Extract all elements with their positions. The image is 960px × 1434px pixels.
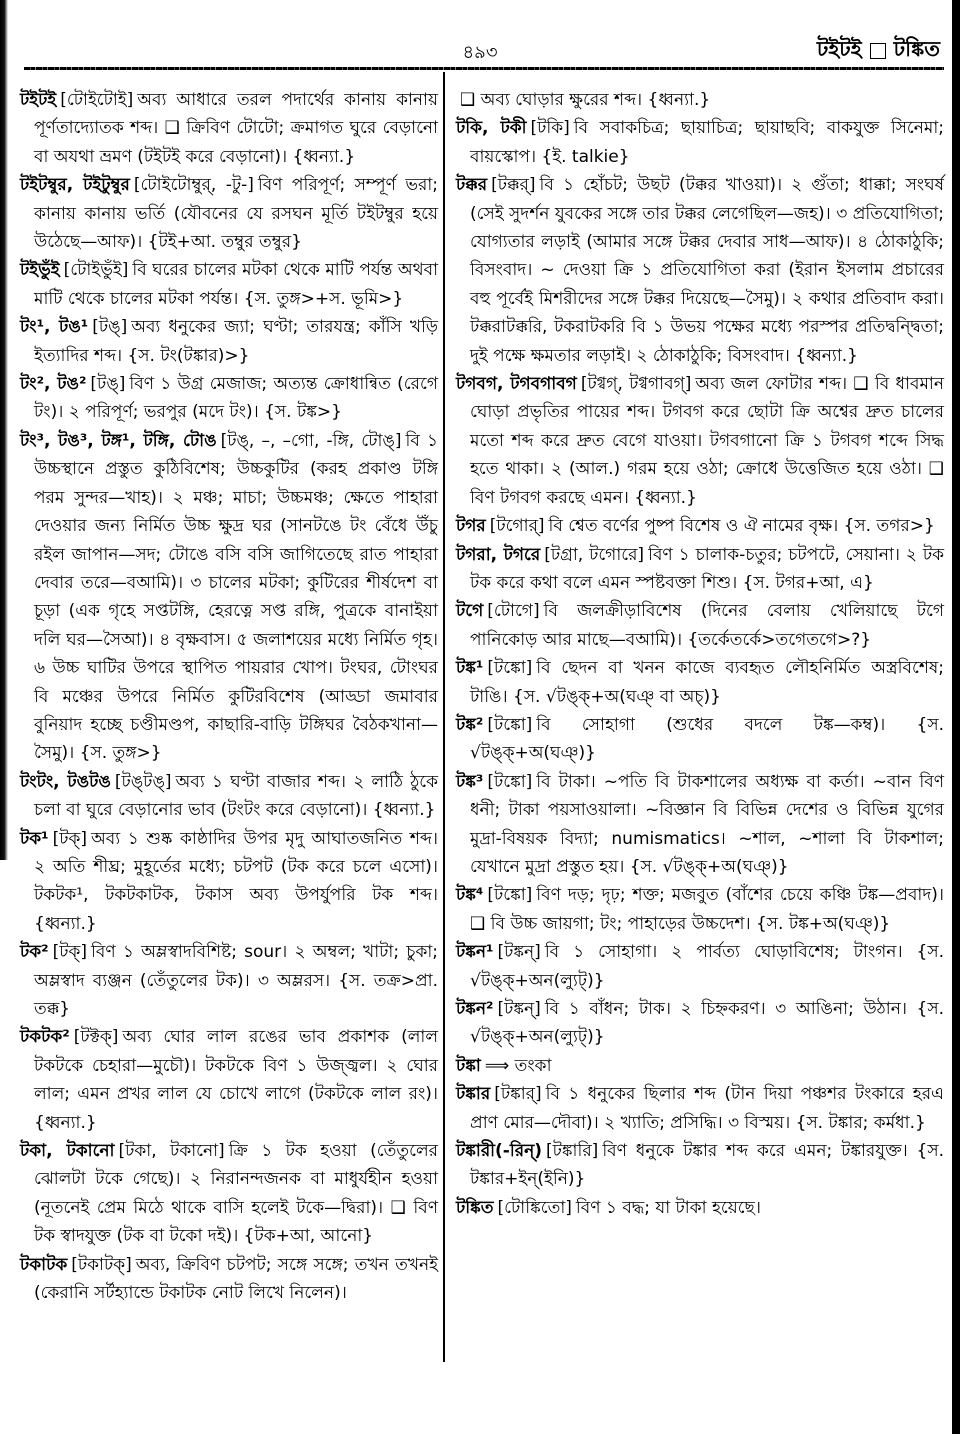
entry-pronunciation: [টকি] — [530, 118, 570, 139]
entry-headword: টইটই — [20, 90, 57, 110]
entry-headword: টংটং, টঙটঙ — [20, 771, 111, 792]
dictionary-entry — [20, 171, 438, 256]
dictionary-entry — [456, 995, 944, 1052]
entry-headword: টগর — [456, 516, 486, 537]
entry-definition: বি ছেদন বা খনন কাজে ব্যবহৃত লৌহনির্মিত অস্ত্রবিশেষ; টাঙি। {স. √টঙ্ক্+অ(ঘঞ্ বা অচ্)} — [470, 658, 944, 707]
entry-pronunciation: [টক্] — [52, 828, 88, 849]
entry-pronunciation: [টোঙ্কিতো] — [497, 1197, 572, 1218]
dictionary-entry — [20, 256, 438, 313]
entry-headword: টকাটক — [20, 1254, 68, 1275]
left-column — [20, 86, 438, 1307]
entry-pronunciation: [টঙ্কন্] — [497, 942, 541, 963]
dictionary-entry — [20, 1137, 438, 1251]
entry-headword: টকটক² — [20, 1027, 70, 1048]
column-divider — [443, 72, 445, 1362]
entry-pronunciation: [টগ্রা, টগোরে] — [544, 544, 645, 565]
scan-border-right — [952, 0, 960, 1434]
entry-pronunciation: [টঙ্কো] — [487, 885, 533, 906]
entry-headword: টগবগ, টগবগাবগ — [456, 374, 577, 395]
entry-definition: বি সোহাগা (শুধের বদলে টঙ্ক—কম্ব)। {স. √টঙ্ক্+অ(ঘঞ্)} — [470, 714, 944, 764]
entry-pronunciation: [টোইটোম্বুর্, -টু-] — [133, 175, 254, 196]
entry-pronunciation: [টগ্বগ্, টগ্বগাবগ্] — [580, 374, 692, 395]
entry-pronunciation: [টঙ্কন্] — [497, 999, 541, 1019]
entry-pronunciation: [টোইভুঁই] — [63, 260, 129, 281]
entry-definition: ❑ অব্য ঘোড়ার ক্ষুরের শব্দ। {ধ্বন্যা.} — [460, 90, 711, 110]
entry-definition: বিণ ১ অম্লস্বাদবিশিষ্ট; sour। ২ অম্বল; খাটা; চুকা; অম্লস্বাদ ব্যঞ্জন (তেঁতুলের টক)। ৩ অম্লরস। {স. তক্র>প্রা. তক্ক} — [34, 942, 438, 1019]
entry-definition: বি ১ উচ্চস্থানে প্রস্তুত কুঠিবিশেষ; উচ্চকুটির (করহ প্রকাণ্ড টঙ্গি পরম সুন্দর—খাহ)। ২ মঞ্চ; মাচা; উচ্চমঞ্চ; ক্ষেতে পাহারা দেওয়ার জন্য নির্মিত উচ্চ ক্ষুদ্র ঘর (সানটঙে টং বেঁধে উঁচু রইল জাপান—সদ; টোঙে বসি বসি জাগিতেছে রাত পাহারা দেবার তরে—বআমি)। ৩ চালের মটকা; কুটিরের শীর্ষদেশ বা চূড়া (এক গৃহে সপ্তটঙ্গি, হেরত্নে সপ্ত রঙ্গি, পুত্রকে বানাইয়া দলি ঘর—সৈআ)। ৪ বৃক্ষবাস। ৫ জলাশয়ের মধ্যে নির্মিত গৃহ। ৬ উচ্চ ঘাটির উপরে স্থাপিত পায়রার খোপ। টংঘর, টোংঘর বি মঞ্চের উপরে নির্মিত কুটিরবিশেষ (আড্ডা জমাবার বুনিয়াদ হচ্ছে চণ্ডীমণ্ডপ, কাছারি-বাড়ি টঙ্গিঘর বৈঠকখানা—সৈমু)। {স. তুঙ্গ>} — [34, 430, 438, 764]
entry-pronunciation: [টক্টক্] — [73, 1027, 119, 1048]
entry-definition: বিণ ১ বদ্ধ; যা টাকা হয়েছে। — [575, 1197, 761, 1218]
entry-pronunciation: [টঙ্টঙ্] — [114, 771, 172, 792]
dictionary-entry — [456, 881, 944, 938]
entry-definition: বিণ দড়; দৃঢ়; শক্ত; মজবুত (বাঁশের চেয়ে কঞ্চি টঙ্ক—প্রবাদ)। ❑ বি উচ্চ জায়গা; টং; পাহাড়ের উচ্চদেশ। {স. টঙ্ক+অ(ঘঞ্)} — [470, 885, 944, 934]
entry-headword: টঙ্ক¹ — [456, 658, 484, 679]
entry-definition: বি ১ হোঁচট; উছট (টক্কর খাওয়া)। ২ গুঁতা; ধাক্কা; সংঘর্ষ (সেই সুদর্শন যুবকের সঙ্গে তার টক্কর লেগেছিল—জহ)। ৩ প্রতিযোগিতা; যোগ্যতার লড়াই (আমার সঙ্গে টক্কর দেবার সাধ—আফ)। ৪ ঠোকাঠুকি; বিসংবাদ। ~ দেওয়া ক্রি ১ প্রতিযোগিতা করা (ইরান ইসলাম প্রচারের বহু পূর্বেই মিশরীদের সঙ্গে টক্কর দিয়েছে—সৈমু)। ২ কথার প্রতিবাদ করা। টক্করাটক্করি, টকরাটকরি বি ১ উভয় পক্ষের মধ্যে পরস্পর প্রতিদ্বন্দ্বিতা; দুই পক্ষে ক্ষমতার লড়াই। ২ ঠোকাঠুকি; বিসংবাদ। {ধ্বন্যা.} — [470, 175, 944, 366]
entry-headword: টগরা, টগরে — [456, 544, 541, 565]
dictionary-entry — [456, 654, 944, 711]
entry-pronunciation: [টঙ্কো] — [487, 714, 533, 735]
entry-definition: অব্য, ক্রিবিণ চটপট; সঙ্গে সঙ্গে; তখন তখনই (কেরানি সর্টহ্যান্ডে টকাটক নোট লিখে নিলেন)। — [34, 1254, 438, 1304]
entry-definition: বি ১ বাঁধন; টাক। ২ চিহ্নকরণ। ৩ আঙিনা; উঠান। {স. √টঙ্ক্+অন(ল্যুট্)} — [470, 999, 944, 1048]
box-icon — [870, 43, 886, 59]
entry-pronunciation: [টঙ্] — [90, 374, 126, 395]
running-head — [817, 33, 940, 68]
dictionary-entry — [456, 171, 944, 370]
dictionary-entry — [456, 938, 944, 995]
scan-border-left — [0, 0, 8, 860]
dictionary-entry — [20, 427, 438, 768]
entry-headword: টইটম্বুর, টইটুম্বুর — [20, 175, 130, 196]
entry-pronunciation: [টঙ্কো] — [487, 771, 533, 792]
entry-definition: বি ১ ধনুকের ছিলার শব্দ (টান দিয়া পঞ্চশর টংকারে হরএ প্রাণ মোর—দৌবা)। ২ খ্যাতি; প্রসিদ্ধি। ৩ বিস্ময়। {স. টঙ্কার; কর্মধা.} — [470, 1084, 944, 1133]
entry-pronunciation: [টকাটক্] — [71, 1254, 132, 1275]
entry-pronunciation: [টক্কর্] — [491, 175, 536, 196]
entry-definition: বি টাকা। ~পতি বি টাকশালের অধ্যক্ষ বা কর্তা। ~বান বিণ ধনী; টাকা পয়সাওয়ালা। ~বিজ্ঞান বি বিভিন্ন দেশের ও বিভিন্ন যুগের মুদ্রা-বিষয়ক বিদ্যা; numismatics। ~শাল, ~শালা বি টাকশাল; যেখানে মুদ্রা প্রস্তুত হয়। {স. √টঙ্ক্+অ(ঘঞ্)} — [470, 771, 944, 877]
entry-pronunciation: [টঙ্কারি] — [546, 1141, 599, 1162]
entry-headword: টঙ্কারী(-রিন্) — [456, 1141, 542, 1162]
entry-definition: বিণ ধনুকে টঙ্কার শব্দ করে এমন; টঙ্কারযুক্ত। {স. টঙ্কার+ইন্(ইনি)} — [470, 1141, 944, 1190]
guide-word-last: টঙ্কিত — [893, 37, 940, 61]
dictionary-entry — [456, 1080, 944, 1137]
entry-headword: টঙ্কার — [456, 1084, 491, 1105]
entry-definition: বি ঘরের চালের মটকা থেকে মাটি পর্যন্ত অথবা মাটি থেকে চালের মটকা পর্যন্ত। {স. তুঙ্গ>+স. ভূমি>} — [34, 260, 438, 309]
entry-headword: টক¹ — [20, 828, 49, 849]
entry-definition: অব্য আধারে তরল পদার্থের কানায় কানায় পূর্ণতাদ্যোতক শব্দ। ❑ ক্রিবিণ টোটো; ক্রমাগত ঘুরে বেড়ানো বা অযথা ভ্রমণ (টইটই করে বেড়ানো)। {ধ্বন্যা.} — [34, 90, 438, 167]
dictionary-entry — [456, 1194, 944, 1222]
entry-definition: ক্রি ১ টক হওয়া (তেঁতুলের ঝোলটা টকে গেছে)। ২ নিরানন্দজনক বা মাধুর্যহীন হওয়া (নূতনেই প্রেম মিঠে থাকে বাসি হলেই টকে—দ্বিরা)। ❑ বিণ টক স্বাদযুক্ত (টক বা টকো দই)। {টক+আ, আনো} — [34, 1141, 438, 1247]
entry-pronunciation: [টগোর্] — [489, 516, 545, 537]
entry-definition: বি ১ সোহাগা। ২ পার্বত্য ঘোড়াবিশেষ; টাংগন। {স. √টঙ্ক্+অন(ল্যুট্)} — [470, 942, 944, 991]
dictionary-entry — [456, 597, 944, 654]
guide-word-first: টইটই — [816, 37, 862, 61]
entry-definition: ⟹ তংকা — [484, 1055, 552, 1076]
entry-definition: অব্য ঘোর লাল রঙের ভাব প্রকাশক (লাল টকটকে চেহারা—মুচৌ)। টকটকে বিণ ১ উজ্জ্বল। ২ ঘোর লাল; এমন প্রখর লাল যে চোখে লাগে (টকটকে লাল রং)। {ধ্বন্যা.} — [34, 1027, 438, 1133]
entry-definition: অব্য ধনুকের জ্যা; ঘণ্টা; তারযন্ত্র; কাঁসি খড়ি ইত্যাদির শব্দ। {স. টং(টঙ্কার)>} — [34, 317, 438, 366]
entry-headword: টঙ্ক² — [456, 714, 484, 735]
entry-headword: টং², টঙ² — [20, 374, 87, 395]
entry-pronunciation: [টঙ্] — [92, 317, 128, 338]
dictionary-entry — [456, 512, 944, 540]
entry-pronunciation: [টঙ্, –, –গো, -ঙ্গি, টোঙ্] — [220, 430, 402, 451]
dictionary-entry — [20, 370, 438, 427]
entry-headword: টকা, টকানো — [20, 1141, 115, 1162]
page-number: ৪৯৩ — [462, 42, 498, 63]
entry-headword: টকি, টকী — [456, 118, 527, 139]
dictionary-entry — [456, 541, 944, 598]
dictionary-entry — [456, 370, 944, 512]
entry-definition: অব্য ১ শুষ্ক কাষ্ঠাদির উপর মৃদু আঘাতজনিত শব্দ। ২ অতি শীঘ্র; মুহূর্তের মধ্যে; চটপট (টক করে চলে এসো)। টকটক¹, টকটকাটক, টকাস অব্য উপর্যুপরি টক শব্দ। {ধ্বন্যা.} — [34, 828, 438, 934]
entry-pronunciation: [টোগে] — [487, 601, 540, 622]
entry-definition: বি জলক্রীড়াবিশেষ (দিনের বেলায় খেলিয়াছে টগে পানিকোড় আর মাছে—বআমি)। {তর্কেতর্কে>তগেতগে>?} — [470, 601, 944, 650]
entry-definition: বিণ ১ উগ্র মেজাজ; অত্যন্ত ক্রোধান্বিত (রেগে টং)। ২ পরিপূর্ণ; ভরপুর (মদে টং)। {স. টঙ্ক>} — [34, 374, 438, 423]
entry-headword: টঙ্ক⁴ — [456, 885, 484, 906]
dictionary-entry — [456, 114, 944, 171]
entry-definition: অব্য জল ফোটার শব্দ। ❑ বি ধাবমান ঘোড়া প্রভৃতির পায়ের শব্দ। টগবগ করে ছোটা ক্রি অশ্বের দ্রুত চালের মতো শব্দ করে দ্রুত বেগে যাওয়া। টগবগানো ক্রি ১ টগবগ শব্দে সিদ্ধ হতে থাকা। ২ (আল.) গরম হয়ে ওঠা; ক্রোধে উত্তেজিত হয়ে ওঠা। ❑ বিণ টগবগ করছে এমন। {ধ্বন্যা.} — [470, 374, 944, 508]
entry-definition: বিণ পরিপূর্ণ; সম্পূর্ণ ভরা; কানায় কানায় ভর্তি (যৌবনের যে রসঘন মূর্তি টইটম্বুর হয়ে উঠেছে—আফ)। {টই+আ. তম্বুর তম্বুর} — [34, 175, 438, 253]
entry-pronunciation: [টঙ্কো] — [487, 658, 533, 679]
entry-definition: বিণ ১ চালাক-চতুর; চটপটে, সেয়ানা। ২ টক টক করে কথা বলে এমন স্পষ্টবক্তা শিশু। {স. টগর+আ, এ} — [470, 544, 944, 593]
dictionary-entry — [20, 313, 438, 370]
dictionary-entry — [20, 938, 438, 1023]
entry-headword: টগে — [456, 601, 484, 622]
header-rule — [24, 67, 944, 70]
entry-headword: টঙ্কন¹ — [456, 942, 494, 963]
entry-headword: টক্কর — [456, 175, 488, 196]
dictionary-entry — [20, 825, 438, 939]
dictionary-entry — [20, 1023, 438, 1137]
entry-headword: টক² — [20, 942, 49, 963]
entry-pronunciation: [টোইটোই] — [60, 90, 134, 110]
dictionary-entry — [20, 86, 438, 171]
dictionary-entry — [456, 1137, 944, 1194]
dictionary-entry — [20, 768, 438, 825]
entry-pronunciation: [টক্] — [52, 942, 88, 963]
entry-headword: টঙ্কন² — [456, 999, 494, 1019]
entry-headword: টঙ্কিত — [456, 1197, 494, 1218]
entry-headword: টইভুঁই — [20, 260, 60, 281]
dictionary-entry — [456, 86, 944, 114]
entry-definition: অব্য ১ ঘণ্টা বাজার শব্দ। ২ লাঠি ঠুকে চলা বা ঘুরে বেড়ানোর ভাব (টংটং করে বেড়ানো)। {ধ্বন্যা.} — [34, 771, 439, 821]
entry-pronunciation: [টকা, টকানো] — [118, 1141, 225, 1162]
entry-headword: টঙ্ক³ — [456, 771, 484, 792]
dictionary-entry — [456, 711, 944, 768]
entry-pronunciation: [টঙ্কার্] — [494, 1084, 542, 1105]
entry-headword: টঙ্কা — [456, 1055, 481, 1076]
entry-definition: বি সবাকচিত্র; ছায়াচিত্র; ছায়াছবি; বাকযুক্ত সিনেমা; বায়স্কোপ। {ই. talkie} — [470, 118, 944, 167]
dictionary-entry — [20, 1251, 438, 1308]
dictionary-entry — [456, 1052, 944, 1080]
entry-headword: টং³, টঙ³, টঙ্গ¹, টঙ্গি, টোঙ — [20, 430, 217, 451]
dictionary-entry — [456, 768, 944, 882]
right-column — [456, 86, 944, 1222]
entry-headword: টং¹, টঙ¹ — [20, 317, 89, 338]
entry-definition: বি শ্বেত বর্ণের পুষ্প বিশেষ ও ঐ নামের বৃক্ষ। {স. তগর>} — [548, 516, 935, 537]
